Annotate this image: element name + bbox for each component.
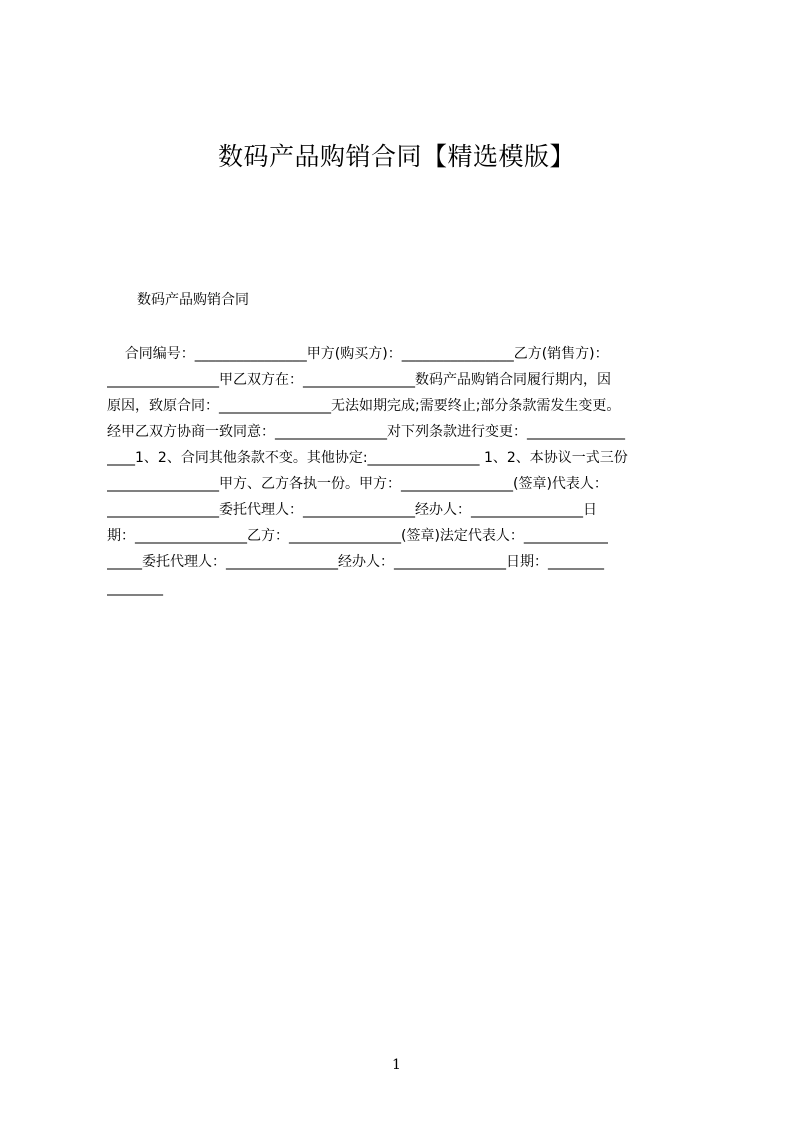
body-line: 经甲乙双方协商一致同意：________________对下列条款进行变更：______________ (107, 424, 625, 440)
body-line: 期：________________乙方：________________(签章)法定代表人：____________ (107, 528, 608, 544)
body-line: ________________甲乙双方在：________________数码产品购销合同履行期内，因 (107, 372, 611, 388)
contract-subtitle: 数码产品购销合同 (137, 292, 249, 308)
body-line: _____委托代理人：________________经办人：________________日期：________ (107, 554, 604, 570)
body-line: ________________甲方、乙方各执一份。甲方：________________(签章)代表人： (107, 476, 608, 492)
body-line: ____1、2、合同其他条款不变。其他协定:________________ 1、2、本协议一式三份 (107, 450, 628, 466)
body-line: ________________委托代理人：________________经办人：________________日 (107, 502, 597, 518)
body-line: 合同编号：________________甲方(购买方)：________________乙方(销售方)： (107, 346, 609, 362)
body-line: 原因，致原合同：________________无法如期完成;需要终止;部分条款需发生变更。 (107, 398, 621, 414)
body-line: ________ (107, 580, 163, 596)
document-title: 数码产品购销合同【精选模版】 (217, 142, 575, 171)
contract-body (107, 343, 699, 603)
page-number: 1 (392, 1057, 401, 1073)
